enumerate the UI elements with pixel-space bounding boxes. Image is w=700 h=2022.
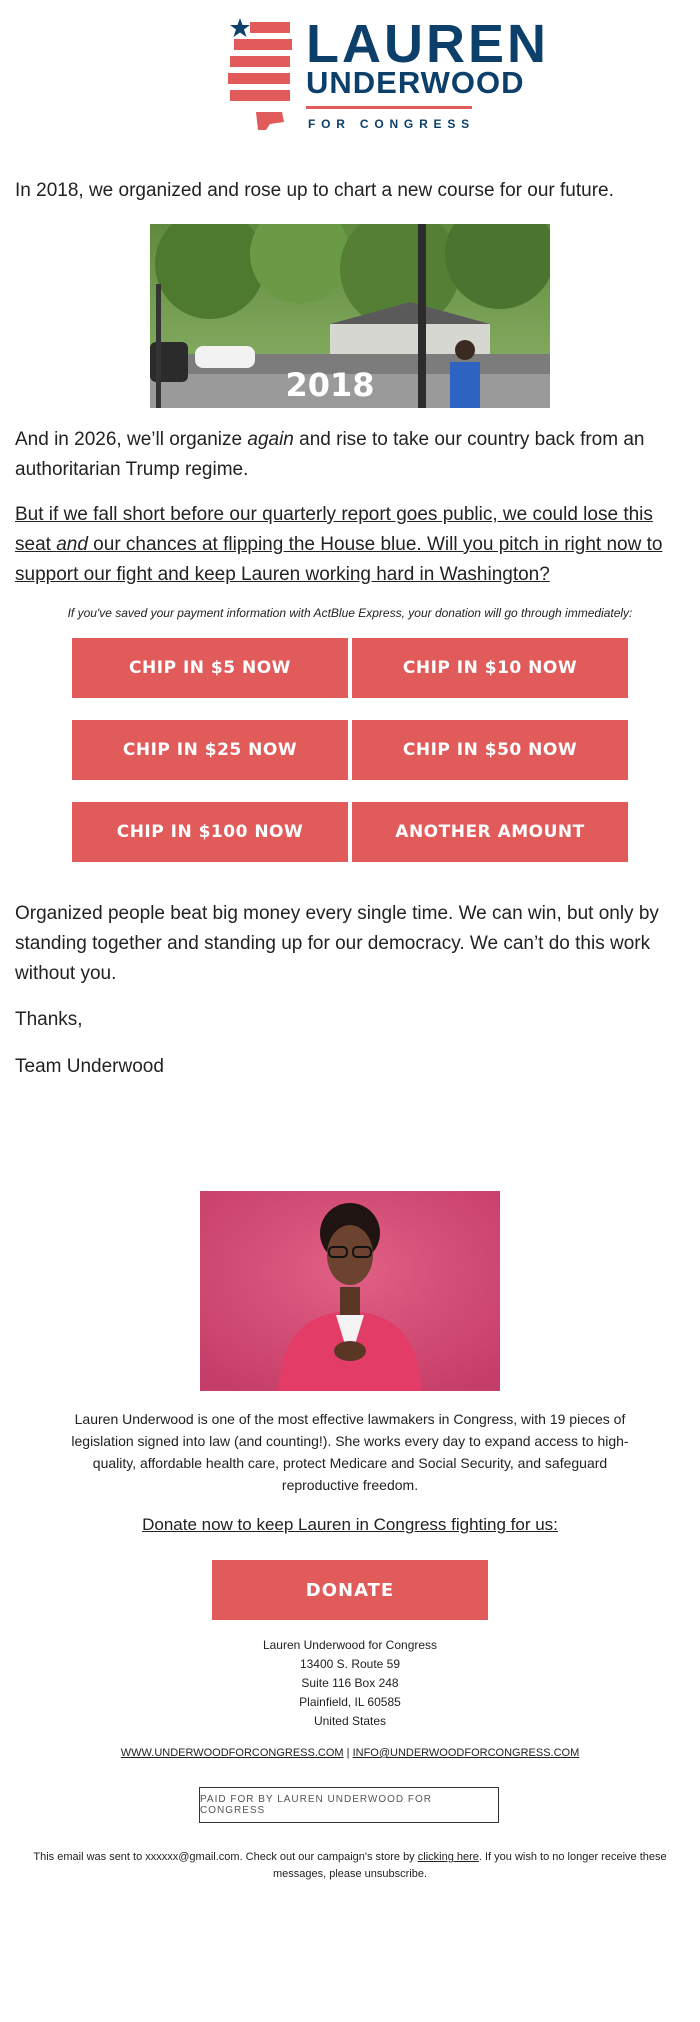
- portrait-image: [200, 1191, 500, 1391]
- illinois-flag-logo-icon: [226, 16, 294, 134]
- address-line-2: 13400 S. Route 59: [299, 1657, 401, 1671]
- appeal-text-end: our chances at flipping the House blue. Will you pitch in right now to support our fight and keep Lauren working hard in Washington?: [15, 534, 663, 585]
- website-link[interactable]: WWW.UNDERWOODFORCONGRESS.COM: [120, 1747, 344, 1759]
- address-line-4: Plainfield, IL 60585: [299, 1695, 401, 1709]
- donate-appeal-link[interactable]: [15, 500, 685, 590]
- chip-in-50-button[interactable]: CHIP IN $50 NOW: [352, 720, 628, 780]
- signature: Team Underwood: [15, 1056, 164, 1077]
- donate-prompt-link[interactable]: Donate now to keep Lauren in Congress fighting for us:: [142, 1515, 558, 1534]
- email-link[interactable]: INFO@UNDERWOODFORCONGRESS.COM: [352, 1747, 580, 1759]
- chip-in-5-button[interactable]: CHIP IN $5 NOW: [72, 638, 348, 698]
- photo-year-caption: 2018: [285, 366, 375, 404]
- chip-in-100-button[interactable]: CHIP IN $100 NOW: [72, 802, 348, 862]
- logo-name-last: UNDERWOOD: [306, 65, 525, 100]
- fine-print-end: . If you wish to no longer receive these messages, please unsubscribe.: [272, 1851, 667, 1880]
- appeal-text-start: But if we fall short before our quarterly report goes public, we could lose this seat: [15, 504, 653, 555]
- chip-in-25-button[interactable]: CHIP IN $25 NOW: [72, 720, 348, 780]
- store-link[interactable]: clicking here: [417, 1851, 479, 1863]
- campaign-2018-image: [150, 224, 550, 408]
- paragraph-2026-emphasis: again: [247, 429, 294, 450]
- logo-tagline: FOR CONGRESS: [308, 117, 475, 131]
- lauren-underwood-portrait: [200, 1191, 500, 1391]
- logo-name-first: LAUREN: [306, 14, 549, 74]
- mailing-address: [0, 1636, 700, 1731]
- candidate-bio: Lauren Underwood is one of the most effective lawmakers in Congress, with 19 pieces of legislation signed into law (and counting!). She works every day to expand access to high-quality, affordable health care, protect Medicare and Social Security, and safeguard reproductive freedom.: [71, 1411, 629, 1493]
- paragraph-2026-start: And in 2026, we’ll organize: [15, 429, 248, 450]
- actblue-express-note: If you've saved your payment information with ActBlue Express, your donation will go through immediately:: [67, 606, 633, 620]
- another-amount-button[interactable]: ANOTHER AMOUNT: [352, 802, 628, 862]
- thanks-line: Thanks,: [15, 1009, 83, 1030]
- address-line-3: Suite 116 Box 248: [301, 1676, 399, 1690]
- address-line-5: United States: [313, 1714, 387, 1728]
- fine-print-start: This email was sent to xxxxxx@gmail.com. Check out our campaign's store by: [33, 1851, 418, 1863]
- campaign-logo: [226, 14, 549, 136]
- paragraph-2026: [15, 425, 685, 485]
- chip-in-10-button[interactable]: CHIP IN $10 NOW: [352, 638, 628, 698]
- logo-divider: [306, 106, 472, 109]
- paid-for-disclaimer: PAID FOR BY LAUREN UNDERWOOD FOR CONGRESS: [199, 1787, 499, 1823]
- footer-links: [0, 1747, 700, 1759]
- address-line-1: Lauren Underwood for Congress: [262, 1638, 438, 1652]
- link-separator: |: [343, 1747, 353, 1759]
- paragraph-2026-end: and rise to take our country back from an authoritarian Trump regime.: [15, 429, 645, 480]
- closing-paragraph: Organized people beat big money every single time. We can win, but only by standing together and standing up for our democracy. We can’t do this work without you.: [15, 903, 659, 984]
- fine-print: [30, 1849, 670, 1883]
- intro-paragraph: In 2018, we organized and rose up to chart a new course for our future.: [15, 180, 614, 201]
- campaign-2018-photo: [150, 224, 550, 408]
- appeal-text-emphasis: and: [56, 534, 88, 555]
- donate-button[interactable]: DONATE: [212, 1560, 488, 1620]
